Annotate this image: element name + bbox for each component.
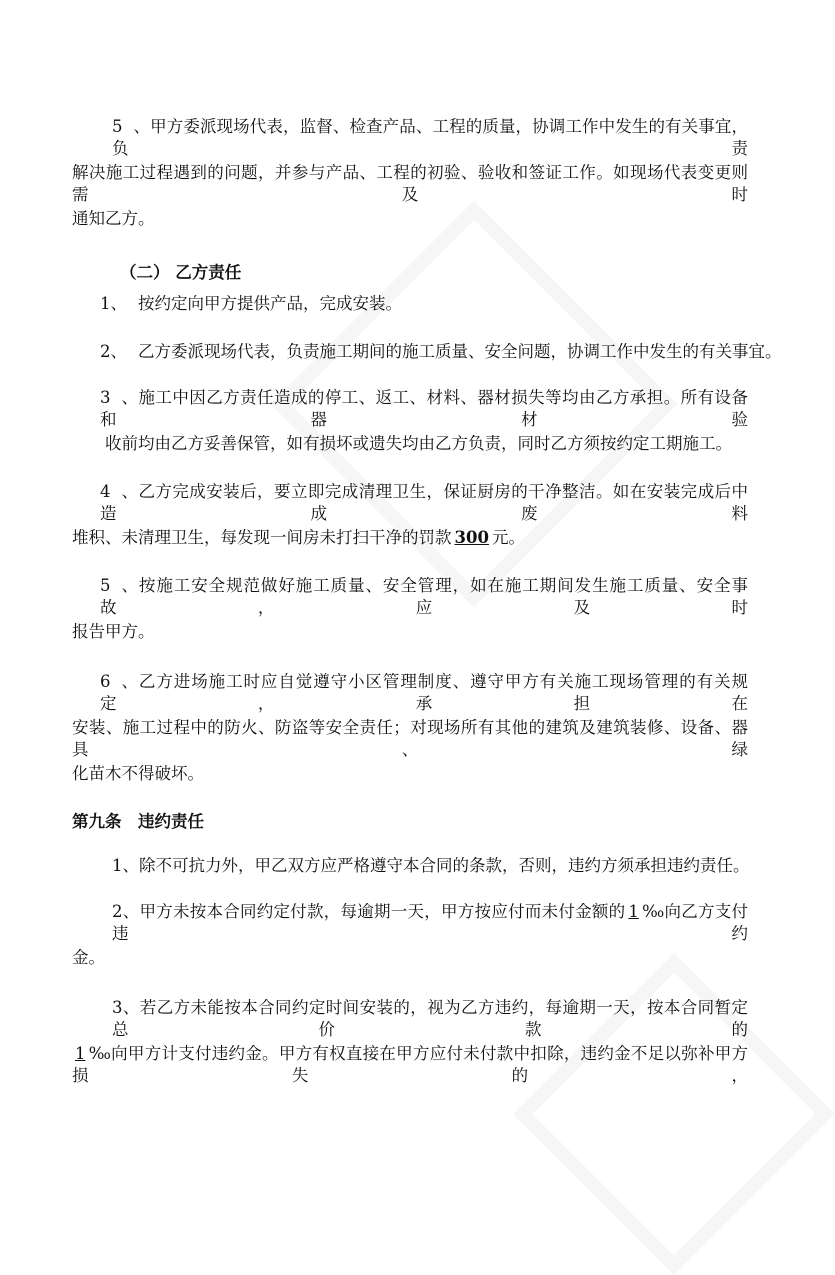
paragraph-line: 堆积、未清理卫生，每发现一间房未打扫干净的罚款 300 元。 bbox=[72, 528, 525, 547]
paragraph-line: 5、甲方委派现场代表，监督、检查产品、工程的质量，协调工作中发生的有关事宜，负责 bbox=[112, 117, 748, 158]
list-item: 1、除不可抗力外，甲乙双方应严格遵守本合同的条款，否则，违约方须承担违约责任。 bbox=[112, 856, 750, 875]
list-item: 2、 乙方委派现场代表，负责施工期间的施工质量、安全问题，协调工作中发生的有关事宜。 bbox=[100, 342, 782, 361]
fine-amount: 300 bbox=[454, 528, 489, 547]
list-item: 6、乙方进场施工时应自觉遵守小区管理制度、遵守甲方有关施工现场管理的有关规定，承担在 bbox=[100, 672, 748, 713]
list-item: 3、若乙方未能按本合同约定时间安装的，视为乙方违约，每逾期一天，按本合同暂定总价款的 bbox=[112, 998, 748, 1039]
article-heading: 第九条 违约责任 bbox=[72, 812, 204, 831]
paragraph-line: 通知乙方。 bbox=[72, 209, 155, 228]
section-heading: （二） 乙方责任 bbox=[120, 263, 242, 282]
paragraph-line: 金。 bbox=[72, 948, 105, 967]
list-item: 2、甲方未按本合同约定付款，每逾期一天，甲方按应付而未付金额的 1 ‰向乙方支付违约 bbox=[112, 902, 749, 943]
paragraph-line: 化苗木不得破坏。 bbox=[72, 764, 204, 783]
paragraph-line: 1 ‰向甲方计支付违约金。甲方有权直接在甲方应付未付款中扣除，违约金不足以弥补甲方损失的， bbox=[72, 1044, 748, 1085]
penalty-rate: 1 bbox=[75, 1044, 86, 1063]
list-item: 5、按施工安全规范做好施工质量、安全管理，如在施工期间发生施工质量、安全事故，应及时 bbox=[100, 576, 748, 617]
list-item: 1、 按约定向甲方提供产品，完成安装。 bbox=[100, 294, 402, 313]
list-item: 4、乙方完成安装后，要立即完成清理卫生，保证厨房的干净整洁。如在安装完成后中造成废料 bbox=[100, 482, 748, 523]
paragraph-line: 安装、施工过程中的防火、防盗等安全责任；对现场所有其他的建筑及建筑装修、设备、器具、绿 bbox=[72, 718, 748, 759]
paragraph-line: 收前均由乙方妥善保管，如有损坏或遗失均由乙方负责，同时乙方须按约定工期施工。 bbox=[105, 434, 732, 453]
list-item: 3、施工中因乙方责任造成的停工、返工、材料、器材损失等均由乙方承担。所有设备和器材验 bbox=[100, 388, 748, 429]
paragraph-line: 报告甲方。 bbox=[72, 622, 155, 641]
penalty-rate: 1 bbox=[628, 902, 639, 921]
paragraph-line: 解决施工过程遇到的问题，并参与产品、工程的初验、验收和签证工作。如现场代表变更则需及时 bbox=[72, 163, 748, 204]
